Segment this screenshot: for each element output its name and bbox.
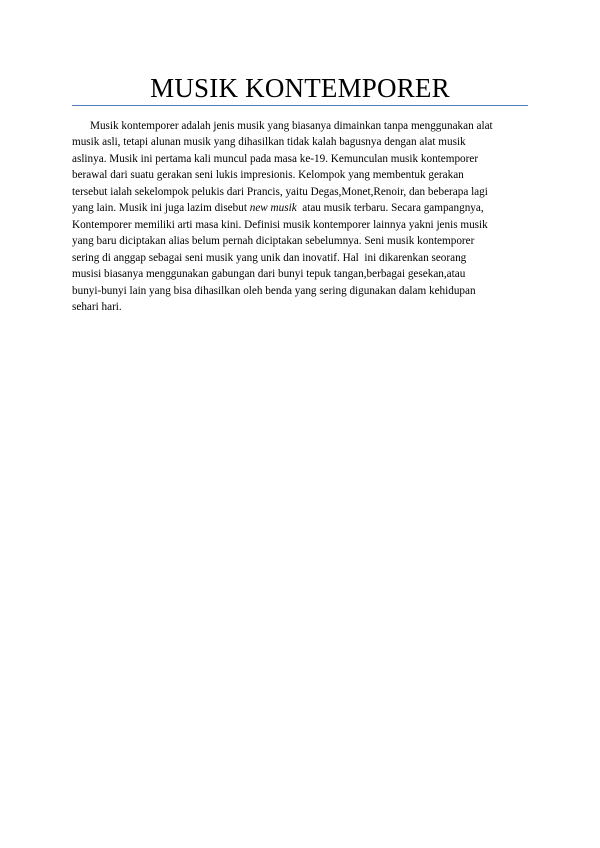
paragraph-line: sering di anggap sebagai seni musik yang unik dan inovatif. Hal ini dikarenkan seorang bbox=[72, 251, 467, 264]
page-title: MUSIK KONTEMPORER bbox=[150, 73, 450, 103]
paragraph-line: bunyi-bunyi lain yang bisa dihasilkan oleh benda yang sering digunakan dalam kehidupan bbox=[72, 284, 476, 297]
paragraph-line: aslinya. Musik ini pertama kali muncul pada masa ke-19. Kemunculan musik kontemporer bbox=[72, 152, 479, 165]
paragraph-line: musisi biasanya menggunakan gabungan dari bunyi tepuk tangan,berbagai gesekan,atau bbox=[72, 268, 466, 281]
body-paragraph bbox=[72, 118, 530, 315]
italic-term: new musik bbox=[249, 202, 297, 215]
paragraph-line: sehari hari. bbox=[72, 300, 122, 313]
paragraph-line: musik asli, tetapi alunan musik yang dihasilkan tidak kalah bagusnya dengan alat musik bbox=[72, 136, 466, 149]
paragraph-line-mixed bbox=[72, 200, 530, 216]
paragraph-line-segment: yang lain. Musik ini juga lazim disebut bbox=[72, 202, 250, 215]
paragraph-line: berawal dari suatu gerakan seni lukis impresionis. Kelompok yang membentuk gerakan bbox=[72, 169, 464, 182]
paragraph-line: Kontemporer memiliki arti masa kini. Definisi musik kontemporer lainnya yakni jenis musik bbox=[72, 218, 488, 231]
paragraph-line-segment: atau musik terbaru. Secara gampangnya, bbox=[296, 202, 484, 215]
title-underline bbox=[72, 105, 528, 106]
paragraph-line: Musik kontemporer adalah jenis musik yang biasanya dimainkan tanpa menggunakan alat bbox=[90, 120, 493, 132]
paragraph-line: yang baru diciptakan alias belum pernah diciptakan sebelumnya. Seni musik kontemporer bbox=[72, 235, 475, 248]
paragraph-line: tersebut ialah sekelompok pelukis dari Prancis, yaitu Degas,Monet,Renoir, dan beberapa lagi bbox=[72, 185, 488, 198]
